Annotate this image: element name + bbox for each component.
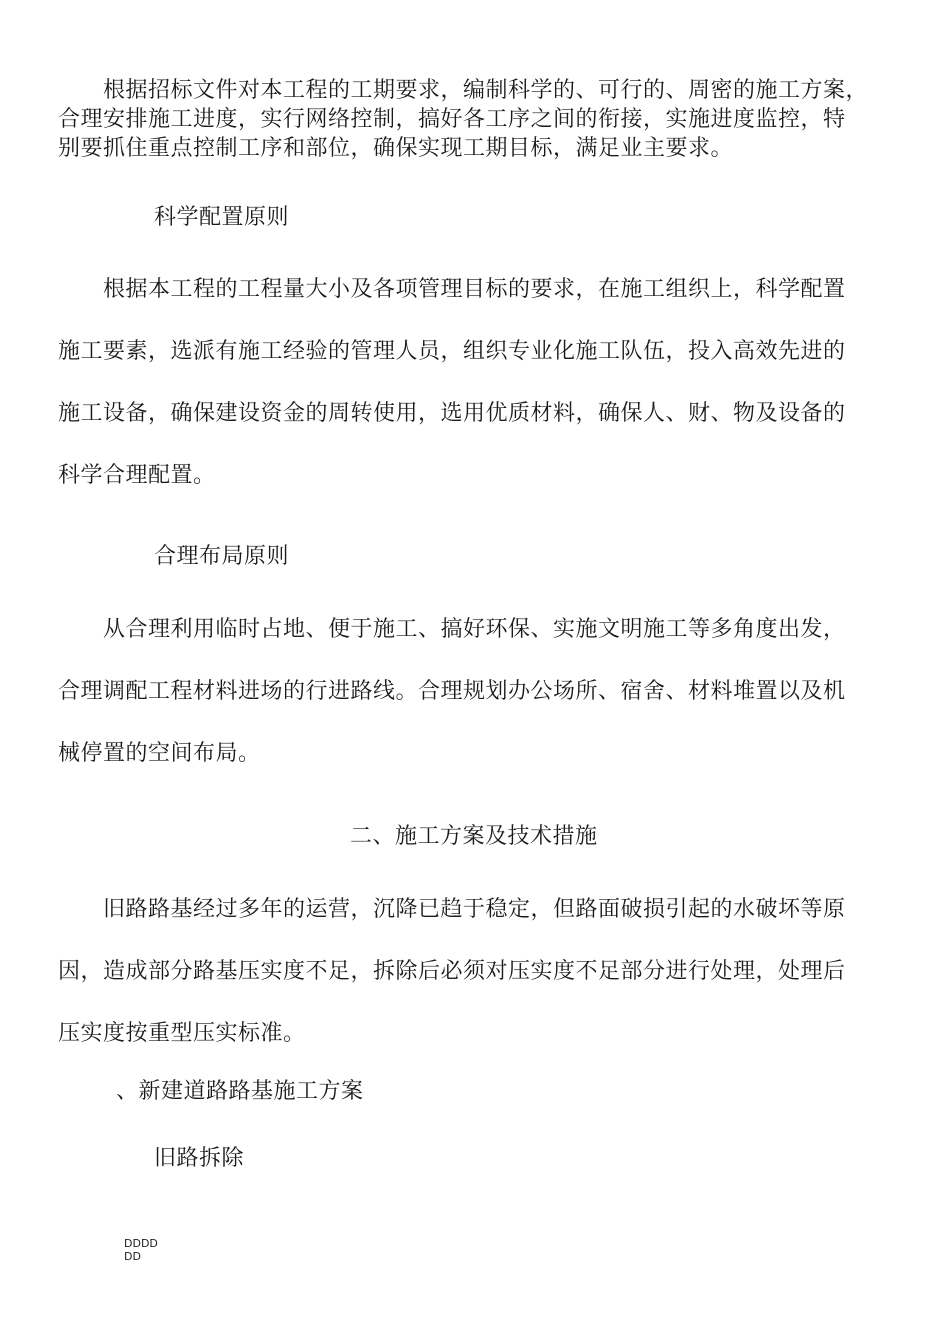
heading-new-roadbed-plan: 、新建道路路基施工方案 xyxy=(116,1079,364,1104)
text-line: 因，造成部分路基压实度不足，拆除后必须对压实度不足部分进行处理，处理后 xyxy=(58,959,846,984)
heading-old-road-removal: 旧路拆除 xyxy=(154,1146,245,1171)
paragraph-layout xyxy=(58,599,893,785)
text-line: 科学合理配置。 xyxy=(58,463,216,488)
text-line: 施工要素，选派有施工经验的管理人员，组织专业化施工队伍，投入高效先进的 xyxy=(58,339,846,364)
text-line: 械停置的空间布局。 xyxy=(58,741,261,766)
heading-scientific-allocation: 科学配置原则 xyxy=(154,205,290,230)
text-line: 根据招标文件对本工程的工期要求，编制科学的、可行的、周密的施工方案， xyxy=(58,78,869,103)
section-heading-construction-plan: 二、施工方案及技术措施 xyxy=(350,824,598,849)
text-line: 旧路路基经过多年的运营，沉降已趋于稳定，但路面破损引起的水破坏等原 xyxy=(58,897,846,922)
paragraph-schedule xyxy=(58,76,893,163)
footer-mark xyxy=(124,1237,158,1263)
footer-line: DDDD xyxy=(124,1237,158,1250)
text-line: 合理安排施工进度，实行网络控制，搞好各工序之间的衔接，实施进度监控，特 xyxy=(58,107,846,132)
text-line: 别要抓住重点控制工序和部位，确保实现工期目标，满足业主要求。 xyxy=(58,136,734,161)
text-line: 根据本工程的工程量大小及各项管理目标的要求，在施工组织上，科学配置 xyxy=(58,277,846,302)
paragraph-allocation xyxy=(58,259,893,507)
text-line: 施工设备，确保建设资金的周转使用，选用优质材料，确保人、财、物及设备的 xyxy=(58,401,846,426)
footer-line: DD xyxy=(124,1250,141,1263)
text-line: 合理调配工程材料进场的行进路线。合理规划办公场所、宿舍、材料堆置以及机 xyxy=(58,679,846,704)
text-line: 压实度按重型压实标准。 xyxy=(58,1021,306,1046)
text-line: 从合理利用临时占地、便于施工、搞好环保、实施文明施工等多角度出发， xyxy=(58,617,846,642)
paragraph-old-roadbed xyxy=(58,879,893,1065)
heading-reasonable-layout: 合理布局原则 xyxy=(154,544,290,569)
